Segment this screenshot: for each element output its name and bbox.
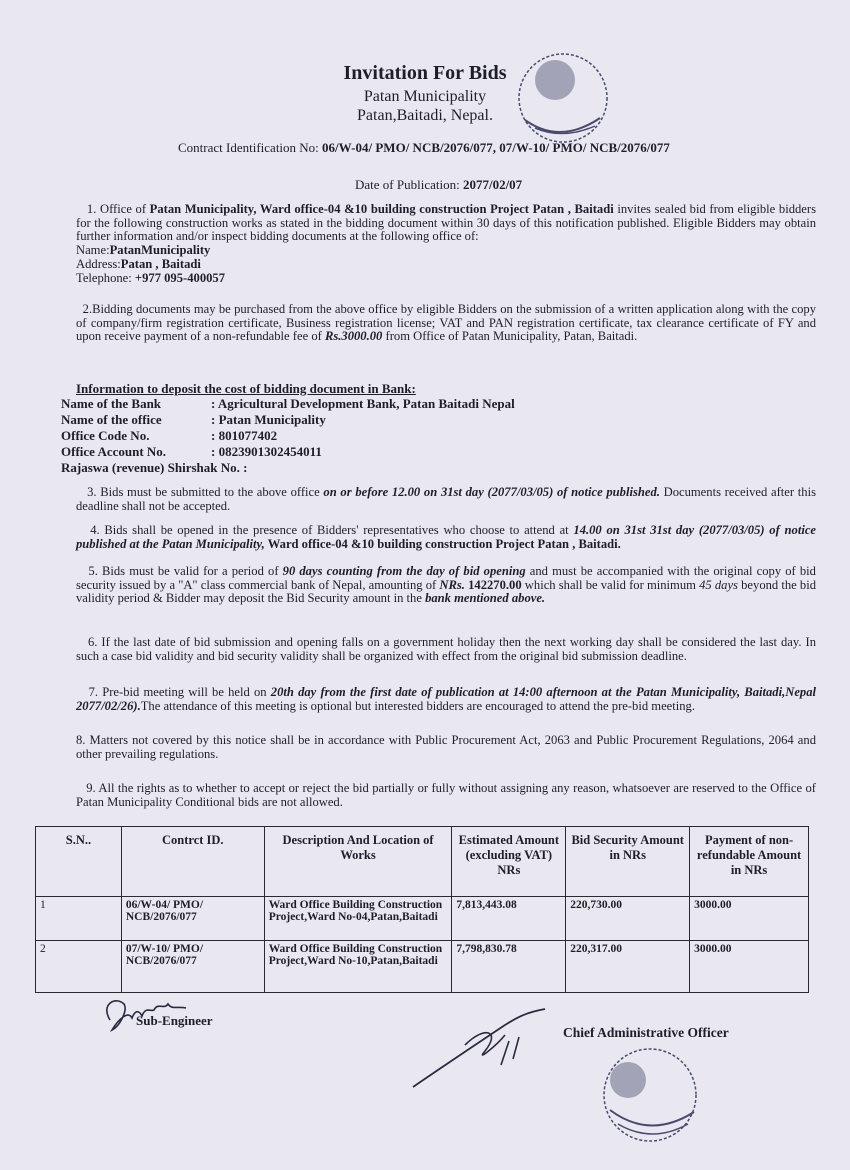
table-header: Description And Location of Works bbox=[264, 827, 452, 897]
clause-7-b: 20th day from the first date of publication at 14:00 afternoon at the Patan Municipality, Baitadi,Nepal 2077/02/26). bbox=[76, 685, 817, 713]
contact-telephone-label: Telephone: bbox=[76, 270, 135, 285]
clause-9-text: 9. All the rights as to whether to accept or reject the bid partially or fully without assigning any reason, whatsoever are reserved to the Office of Patan Municipality Conditional bids are not allowed. bbox=[76, 781, 816, 809]
table-cell-estimate: 7,798,830.78 bbox=[452, 941, 566, 993]
clause-5-f: which shall be valid for minimum bbox=[521, 577, 700, 592]
clause-2-b: from Office of Patan Municipality, Patan, Baitadi. bbox=[382, 329, 638, 344]
clause-1-c: invites sealed bid from eligible bidders for the following construction works as stated in the bidding document within 30 days of this notification published. Eligible Bidders may obtain further information and/or inspect bidding documents at the following office of: bbox=[76, 202, 816, 244]
bank-row-value: : 0823901302454011 bbox=[211, 444, 322, 459]
table-row bbox=[36, 897, 809, 941]
rajaswa-row: Rajaswa (revenue) Shirshak No. : bbox=[61, 460, 248, 475]
table-header: Estimated Amount (excluding VAT) NRs bbox=[452, 827, 566, 897]
table-header: Contrct ID. bbox=[121, 827, 264, 897]
bank-row-value: : 801077402 bbox=[211, 428, 278, 443]
clause-4-c: Ward office-04 &10 building construction Project Patan , Baitadi. bbox=[264, 536, 621, 551]
clause-3-a: 3. Bids must be submitted to the above office bbox=[87, 485, 324, 499]
contact-name-label: Name: bbox=[76, 243, 110, 258]
clause-5-d: NRs. bbox=[439, 577, 465, 592]
bank-row-account bbox=[61, 444, 322, 460]
table-cell-security: 220,317.00 bbox=[566, 941, 690, 993]
issuer-address: Patan,Baitadi, Nepal. bbox=[357, 107, 493, 124]
clause-5-h: beyond the bid validity period & Bidder may deposit the Bid Security amount in the bbox=[76, 577, 817, 606]
table-header: Payment of non-refundable Amount in NRs bbox=[690, 827, 809, 897]
bank-row-value: : Agricultural Development Bank, Patan Baitadi Nepal bbox=[211, 396, 515, 411]
contract-ids: 06/W-04/ PMO/ NCB/2076/077, 07/W-10/ PMO/ NCB/2076/077 bbox=[322, 140, 670, 155]
clause-1-text bbox=[76, 203, 816, 244]
contact-name-value: PatanMunicipality bbox=[109, 243, 211, 258]
cao-label: Chief Administrative Officer bbox=[563, 1025, 729, 1040]
table-cell-desc: Ward Office Building Construction Project,Ward No-04,Patan,Baitadi bbox=[264, 897, 452, 941]
clause-1 bbox=[76, 203, 816, 285]
clause-3-b: on or before 12.00 on 31st day (2077/03/05) of notice published. bbox=[323, 485, 660, 499]
contact-name bbox=[76, 244, 816, 258]
clause-5-i: bank mentioned above. bbox=[425, 591, 546, 606]
clause-6-text: 6. If the last date of bid submission and opening falls on a government holiday then the next working day shall be considered the last day. In such a case bid validity and bid security validity shall be organized with effect from the original bid submission deadline. bbox=[76, 635, 816, 663]
contact-telephone-value: +977 095-400057 bbox=[134, 270, 226, 285]
bank-row-label: Name of the Bank bbox=[61, 396, 162, 411]
municipality-stamp-top bbox=[505, 40, 615, 150]
bids-table bbox=[35, 826, 809, 993]
publication-label: Date of Publication: bbox=[355, 177, 460, 192]
table-header-row bbox=[36, 827, 809, 897]
bank-row-label: Office Account No. bbox=[61, 444, 167, 459]
clause-7-c: The attendance of this meeting is optional but interested bidders are encouraged to attend the pre-bid meeting. bbox=[140, 698, 696, 713]
table-header: Bid Security Amount in NRs bbox=[566, 827, 690, 897]
clause-8-text: 8. Matters not covered by this notice shall be in accordance with Public Procurement Act, 2063 and Public Procurement Regulations, 2064 and other prevailing regulations. bbox=[76, 733, 816, 761]
clause-4-b: 14.00 on 31st 31st day (2077/03/05) of notice published at the Patan Municipality, bbox=[76, 523, 817, 551]
clause-6 bbox=[76, 636, 816, 663]
clause-2-fee: Rs.3000.00 bbox=[324, 329, 383, 344]
bank-row-label: Name of the office bbox=[61, 412, 162, 427]
clause-3-c: Documents received after this deadline shall not be accepted. bbox=[76, 485, 816, 513]
clause-5-g: 45 days bbox=[699, 577, 738, 592]
table-cell-id: 06/W-04/ PMO/ NCB/2076/077 bbox=[121, 897, 264, 941]
clause-3 bbox=[76, 486, 816, 513]
publication-date bbox=[355, 177, 522, 193]
document-title: Invitation For Bids bbox=[343, 62, 507, 84]
clause-2-a: 2.Bidding documents may be purchased from the above office by eligible Bidders on the submission of a written application along with the copy of company/firm registration certificate, Business registration license; VAT and PAN registration certificate, tax clearance certificate of FY and upon receive payment of a non-refundable fee of bbox=[76, 302, 817, 344]
contact-address-value: Patan , Baitadi bbox=[120, 256, 201, 271]
table-cell-security: 220,730.00 bbox=[566, 897, 690, 941]
sub-engineer-label: Sub-Engineer bbox=[136, 1013, 213, 1028]
clause-1-a: 1. Office of bbox=[86, 202, 150, 216]
bank-row-value: : Patan Municipality bbox=[211, 412, 326, 427]
bank-row-name bbox=[61, 396, 515, 412]
table-cell-sn: 2 bbox=[36, 941, 122, 993]
publication-value: 2077/02/07 bbox=[462, 177, 523, 192]
table-cell-fee: 3000.00 bbox=[690, 941, 809, 993]
table-row bbox=[36, 941, 809, 993]
bank-info-heading: Information to deposit the cost of bidding document in Bank: bbox=[76, 381, 416, 396]
contact-address bbox=[76, 258, 816, 272]
clause-5-b: 90 days counting from the day of bid opening bbox=[282, 564, 526, 578]
contract-identification bbox=[178, 140, 670, 156]
clause-5-c: and must be accompanied with the original copy of bid security issued by a "A" class commercial bank of Nepal, amounting of bbox=[76, 564, 816, 592]
clause-4-a: 4. Bids shall be opened in the presence of Bidders' representatives who choose to attend at bbox=[90, 523, 574, 537]
clause-9 bbox=[76, 782, 816, 809]
bank-row-label: Office Code No. bbox=[61, 428, 150, 443]
table-cell-desc: Ward Office Building Construction Project,Ward No-10,Patan,Baitadi bbox=[264, 941, 452, 993]
contact-telephone bbox=[76, 272, 816, 286]
clause-7-a: 7. Pre-bid meeting will be held on bbox=[88, 685, 271, 699]
table-cell-id: 07/W-10/ PMO/ NCB/2076/077 bbox=[121, 941, 264, 993]
bank-row-office bbox=[61, 412, 326, 428]
clause-2 bbox=[76, 303, 816, 344]
table-header: S.N.. bbox=[36, 827, 122, 897]
clause-1-b: Patan Municipality, Ward office-04 &10 building construction Project Patan , Baitadi bbox=[149, 202, 614, 216]
contact-address-label: Address: bbox=[76, 256, 121, 271]
cao-signature bbox=[405, 1005, 565, 1095]
clause-5-a: 5. Bids must be valid for a period of bbox=[88, 564, 283, 578]
contract-label: Contract Identification No: bbox=[178, 140, 319, 155]
issuer-name: Patan Municipality bbox=[363, 88, 487, 105]
table-cell-fee: 3000.00 bbox=[690, 897, 809, 941]
table-cell-estimate: 7,813,443.08 bbox=[452, 897, 566, 941]
municipality-stamp-bottom bbox=[590, 1040, 710, 1150]
clause-4 bbox=[76, 524, 816, 551]
table-cell-sn: 1 bbox=[36, 897, 122, 941]
clause-7 bbox=[76, 686, 816, 713]
clause-8 bbox=[76, 734, 816, 761]
bank-row-code bbox=[61, 428, 277, 444]
clause-5-e: 142270.00 bbox=[464, 577, 522, 592]
clause-5 bbox=[76, 565, 816, 606]
